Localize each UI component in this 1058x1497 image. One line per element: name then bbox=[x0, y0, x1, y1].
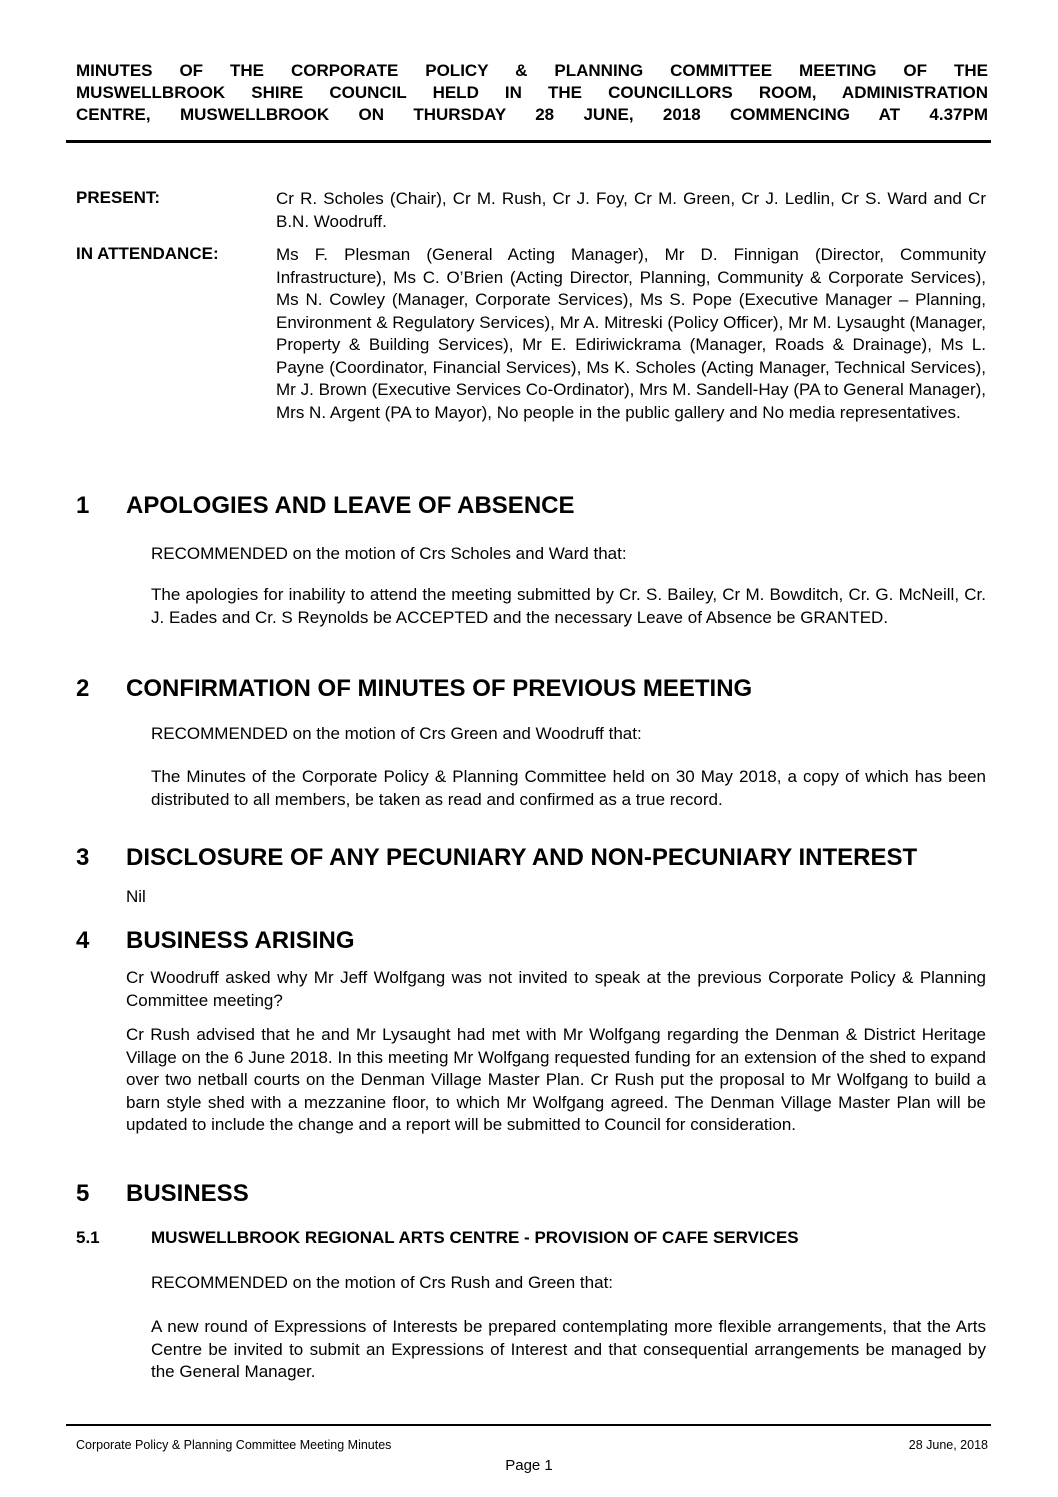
subsection-paragraph: A new round of Expressions of Interests be prepared contemplating more flexible arrangements, that the Arts Centre be invited to submit an Expressions of Interest and that consequential arrangements be managed by the General Manager. bbox=[151, 1317, 986, 1381]
section-4-paragraph: Cr Rush advised that he and Mr Lysaught had met with Mr Wolfgang regarding the Denman & District Heritage Village on the 6 June 2018. In this meeting Mr Wolfgang requested funding for an extension of the shed to expand over two netball courts on the Denman Village Master Plan. Cr Rush put the proposal to Mr Wolfgang to build a barn style shed with a mezzanine floor, to which Mr Wolfgang agreed. The Denman Village Master Plan will be updated to include the change and a report will be submitted to Council for consideration. bbox=[126, 1025, 986, 1134]
present-label: PRESENT: bbox=[76, 188, 161, 207]
section-number: 2 bbox=[76, 675, 90, 702]
heading-line: MUSWELLBROOK SHIRE COUNCIL HELD IN THE COUNCILLORS ROOM, ADMINISTRATION bbox=[76, 83, 988, 102]
section-4-paragraph: Cr Woodruff asked why Mr Jeff Wolfgang was not invited to speak at the previous Corporate Policy & Planning Committee meeting? bbox=[126, 968, 986, 1010]
subsection-title: MUSWELLBROOK REGIONAL ARTS CENTRE - PROVISION OF CAFE SERVICES bbox=[151, 1228, 799, 1247]
top-divider bbox=[66, 140, 991, 143]
section-2-paragraph: The Minutes of the Corporate Policy & Planning Committee held on 30 May 2018, a copy of which has been distributed to all members, be taken as read and confirmed as a true record. bbox=[151, 767, 986, 809]
section-title: BUSINESS bbox=[126, 1180, 249, 1207]
footer-divider bbox=[66, 1424, 991, 1426]
section-number: 3 bbox=[76, 844, 90, 871]
heading-line: CENTRE, MUSWELLBROOK ON THURSDAY 28 JUNE, 2018 COMMENCING AT 4.37PM bbox=[76, 105, 988, 124]
section-number: 5 bbox=[76, 1180, 90, 1207]
section-title: APOLOGIES AND LEAVE OF ABSENCE bbox=[126, 492, 575, 519]
document-heading bbox=[76, 60, 988, 126]
footer-date: 28 June, 2018 bbox=[908, 1438, 988, 1452]
subsection-number: 5.1 bbox=[76, 1228, 100, 1247]
section-1-paragraph: The apologies for inability to attend the meeting submitted by Cr. S. Bailey, Cr M. Bowditch, Cr. G. McNeill, Cr. J. Eades and Cr. S Reynolds be ACCEPTED and the necessary Leave of Absence be GRANTED. bbox=[151, 585, 986, 627]
section-number: 4 bbox=[76, 927, 90, 954]
section-3-paragraph: Nil bbox=[126, 887, 146, 906]
attendance-label: IN ATTENDANCE: bbox=[76, 244, 219, 263]
present-text: Cr R. Scholes (Chair), Cr M. Rush, Cr J. Foy, Cr M. Green, Cr J. Ledlin, Cr S. Ward and Cr B.N. Woodruff. bbox=[276, 189, 986, 231]
subsection-paragraph: RECOMMENDED on the motion of Crs Rush and Green that: bbox=[151, 1273, 614, 1292]
heading-line: MINUTES OF THE CORPORATE POLICY & PLANNING COMMITTEE MEETING OF THE bbox=[76, 61, 988, 80]
section-title: CONFIRMATION OF MINUTES OF PREVIOUS MEETING bbox=[126, 675, 753, 702]
section-number: 1 bbox=[76, 492, 90, 519]
section-title: BUSINESS ARISING bbox=[126, 927, 355, 954]
section-title: DISCLOSURE OF ANY PECUNIARY AND NON-PECUNIARY INTEREST bbox=[126, 844, 918, 871]
section-1-paragraph: RECOMMENDED on the motion of Crs Scholes and Ward that: bbox=[151, 544, 627, 563]
page-number: Page 1 bbox=[505, 1457, 553, 1474]
footer-document-title: Corporate Policy & Planning Committee Meeting Minutes bbox=[76, 1438, 392, 1452]
attendance-text: Ms F. Plesman (General Acting Manager), Mr D. Finnigan (Director, Community Infrastructure), Ms C. O’Brien (Acting Director, Planning, Community & Corporate Services), Ms N. Cowley (Manager, Corporate Services), Ms S. Pope (Executive Manager – Planning, Environment & Regulatory Services), Mr A. Mitreski (Policy Officer), Mr M. Lysaught (Manager, Property & Building Services), Mr E. Ediriwickrama (Manager, Roads & Drainage), Ms L. Payne (Coordinator, Financial Services), Ms K. Scholes (Acting Manager, Technical Services), Mr J. Brown (Executive Services Co-Ordinator), Mrs M. Sandell-Hay (PA to General Manager), Mrs N. Argent (PA to Mayor), No people in the public gallery and No media representatives. bbox=[276, 245, 986, 422]
section-2-paragraph: RECOMMENDED on the motion of Crs Green and Woodruff that: bbox=[151, 724, 642, 743]
